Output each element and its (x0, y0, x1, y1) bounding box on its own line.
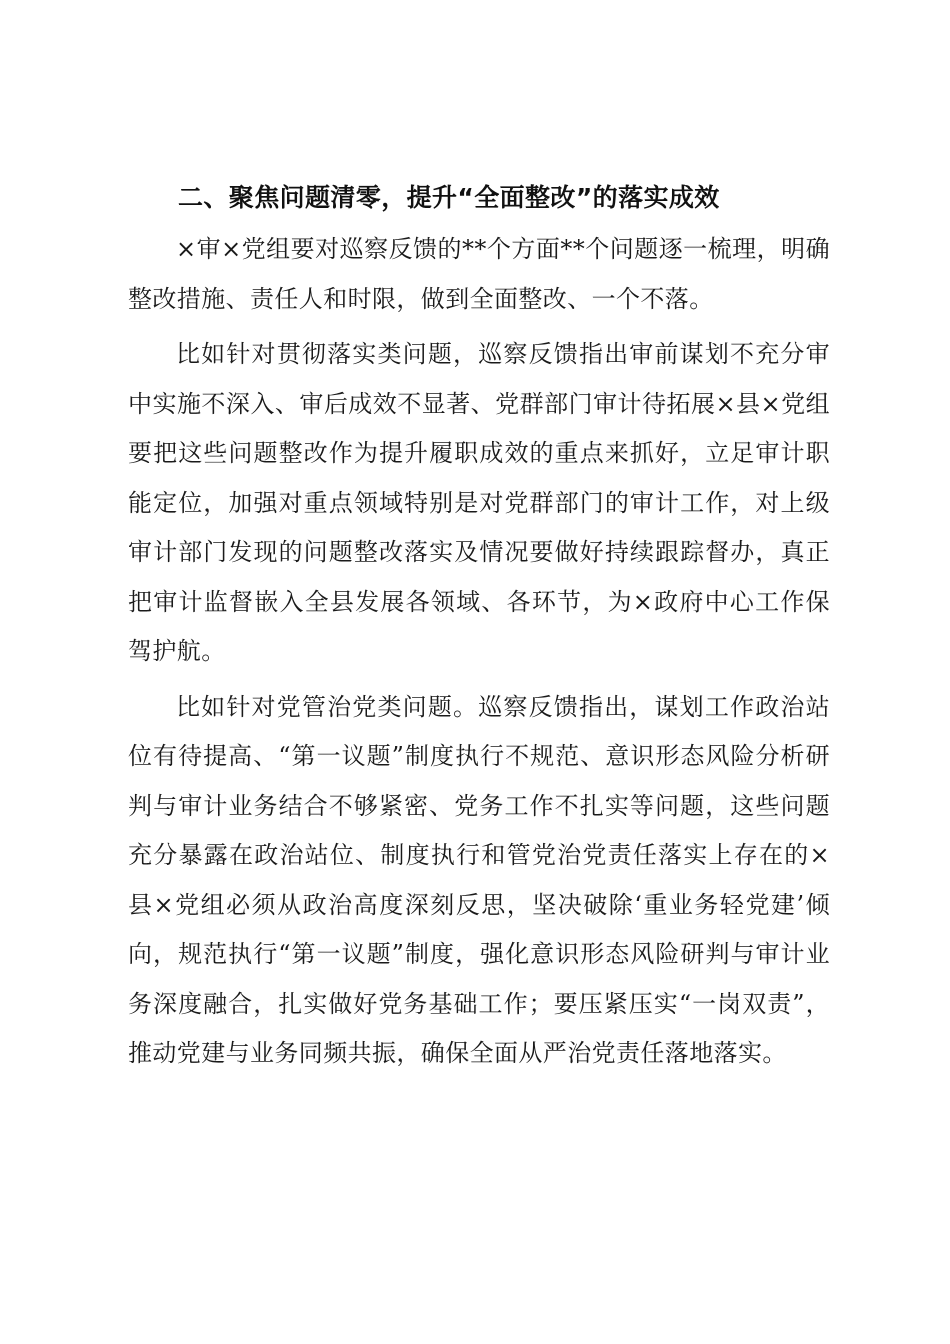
section-heading: 二、聚焦问题清零，提升“全面整改”的落实成效 (178, 183, 720, 212)
paragraph-intro: ×审×党组要对巡察反馈的**个方面**个问题逐一梳理，明确整改措施、责任人和时限，做到全面整改、一个不落。 (128, 235, 830, 313)
document-body (128, 178, 830, 1079)
paragraph-party-governance-issues: 比如针对党管治党类问题。巡察反馈指出，谋划工作政治站位有待提高、“第一议题”制度执行不规范、意识形态风险分析研判与审计业务结合不够紧密、党务工作不扎实等问题，这些问题充分暴露在政治站位、制度执行和管党治党责任落实上存在的×县×党组必须从政治高度深刻反思，坚决破除‘重业务轻党建’倾向，规范执行“第一议题”制度，强化意识形态风险研判与审计业务深度融合，扎实做好党务基础工作；要压紧压实“一岗双责”，推动党建与业务同频共振，确保全面从严治党责任落地落实。 (128, 692, 830, 1067)
paragraph-implementation-issues: 比如针对贯彻落实类问题，巡察反馈指出审前谋划不充分审中实施不深入、审后成效不显著、党群部门审计待拓展×县×党组要把这些问题整改作为提升履职成效的重点来抓好，立足审计职能定位，加强对重点领域特别是对党群部门的审计工作，对上级审计部门发现的问题整改落实及情况要做好持续跟踪督办，真正把审计监督嵌入全县发展各领域、各环节，为×政府中心工作保驾护航。 (128, 340, 830, 665)
